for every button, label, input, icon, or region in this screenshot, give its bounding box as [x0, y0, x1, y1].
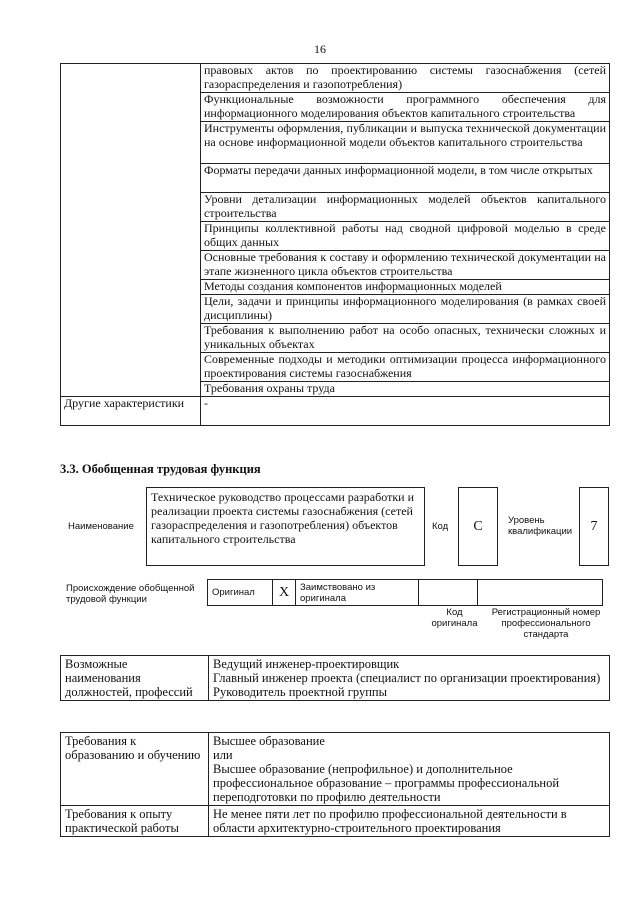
original-label: Оригинал: [208, 580, 273, 606]
empty-label-cell: [61, 64, 201, 397]
code-original-caption: Код оригинала: [431, 607, 478, 629]
origin-table: [207, 579, 603, 606]
position-item: Главный инженер проекта (специалист по организации проектирования): [213, 671, 601, 685]
knowledge-item: Требования к выполнению работ на особо опасных, технически сложных и уникальных объектах: [201, 324, 610, 353]
other-characteristics-label: Другие характеристики: [61, 397, 201, 426]
knowledge-item: Требования охраны труда: [201, 382, 610, 397]
knowledge-item: Уровни детализации информационных моделей объектов капитального строительства: [201, 193, 610, 222]
knowledge-item: Принципы коллективной работы над сводной цифровой моделью в среде общих данных: [201, 222, 610, 251]
knowledge-item: Цели, задачи и принципы информационного моделирования (в рамках своей дисциплины): [201, 295, 610, 324]
experience-value: Не менее пяти лет по профилю профессиональной деятельности в области архитектурно-строительного проектирования: [209, 806, 610, 837]
position-item: Ведущий инженер-проектировщик: [213, 657, 400, 671]
knowledge-item: Методы создания компонентов информационных моделей: [201, 280, 610, 295]
positions-values: [209, 656, 610, 701]
knowledge-item: правовых актов по проектированию системы газоснабжения (сетей газораспределения и газопотребления): [201, 64, 610, 93]
requirements-table: [60, 732, 610, 837]
section-heading: 3.3. Обобщенная трудовая функция: [60, 462, 261, 476]
original-mark: Х: [273, 580, 296, 606]
name-label: Наименование: [68, 521, 134, 532]
positions-table: [60, 655, 610, 701]
education-label: Требования к образованию и обучению: [61, 733, 209, 806]
reg-number-cell: [478, 580, 603, 606]
experience-label: Требования к опыту практической работы: [61, 806, 209, 837]
original-code-cell: [419, 580, 478, 606]
education-item: Высшее образование: [213, 734, 325, 748]
qualification-level-box: 7: [579, 487, 609, 566]
other-characteristics-value: -: [201, 397, 610, 426]
position-item: Руководитель проектной группы: [213, 685, 387, 699]
education-values: [209, 733, 610, 806]
qualification-level-label: Уровень квалификации: [508, 515, 573, 537]
function-code-box: С: [458, 487, 498, 566]
page-number: 16: [314, 42, 326, 56]
code-label: Код: [432, 521, 449, 532]
knowledge-table: [60, 63, 610, 426]
education-item: или: [213, 748, 233, 762]
reg-number-caption: Регистрационный номер профессионального стандарта: [491, 607, 601, 640]
knowledge-item: Форматы передачи данных информационной модели, в том числе открытых: [201, 164, 610, 193]
knowledge-item: Функциональные возможности программного обеспечения для информационного моделирования объектов капитального строительства: [201, 93, 610, 122]
knowledge-item: Инструменты оформления, публикации и выпуска технической документации на основе информационной модели объектов капитального строительства: [201, 122, 610, 164]
education-item: Высшее образование (непрофильное) и дополнительное профессиональное образование – программы профессиональной переподготовки по профилю деятельности: [213, 762, 560, 804]
knowledge-item: Современные подходы и методики оптимизации процесса информационного проектирования системы газоснабжения: [201, 353, 610, 382]
function-name-box: Техническое руководство процессами разработки и реализации проекта системы газоснабжения (сетей газораспределения и газопотребления) объектов капитального строительства: [146, 487, 425, 566]
origin-label: Происхождение обобщенной трудовой функции: [66, 583, 195, 605]
knowledge-item: Основные требования к составу и оформлению технической документации на этапе жизненного цикла объектов строительства: [201, 251, 610, 280]
borrowed-label: Заимствовано из оригинала: [296, 580, 419, 606]
positions-label: Возможные наименования должностей, профессий: [61, 656, 209, 701]
